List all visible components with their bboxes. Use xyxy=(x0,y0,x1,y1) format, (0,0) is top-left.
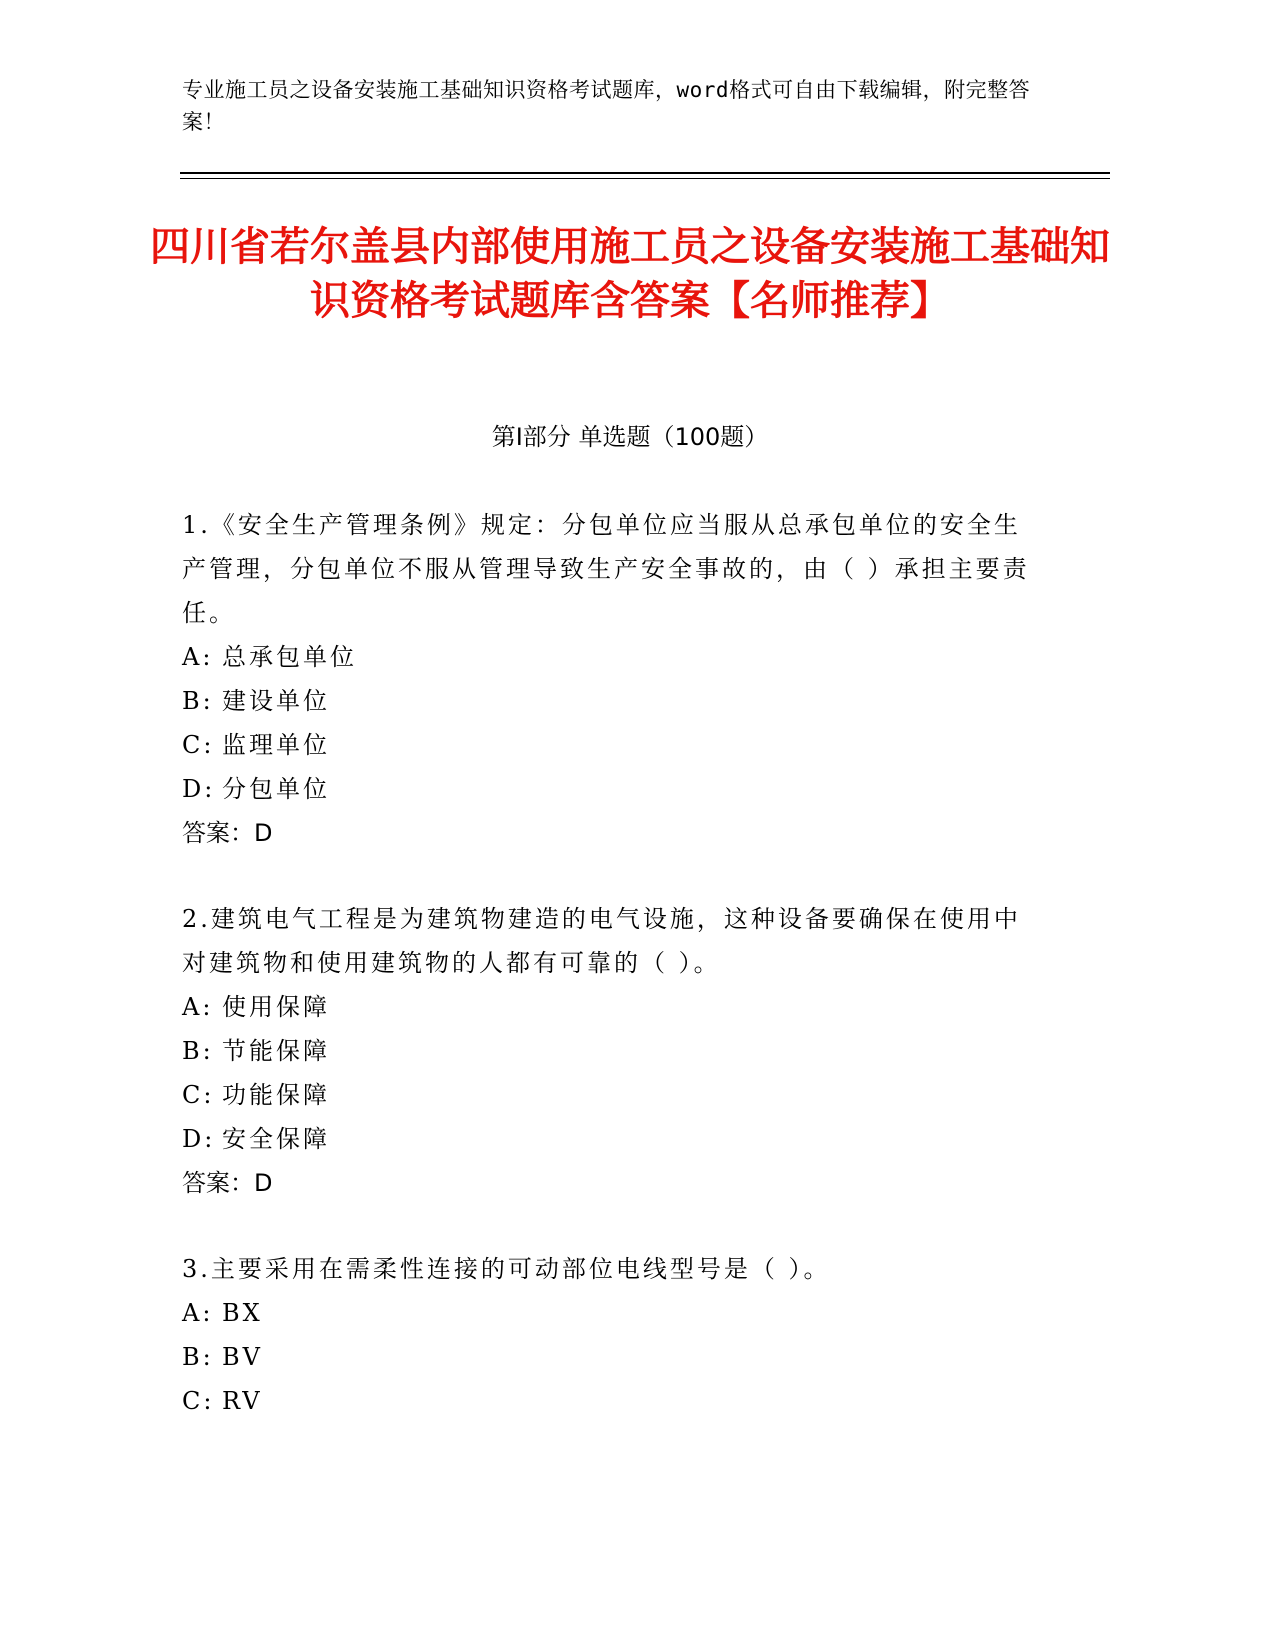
option-key: A: xyxy=(182,643,214,671)
option-text: 节能保障 xyxy=(222,1037,330,1065)
option-key: C: xyxy=(182,1387,215,1415)
question-1 xyxy=(182,503,1042,855)
option-b xyxy=(182,679,1042,723)
option-text: BX xyxy=(222,1299,263,1327)
option-a xyxy=(182,635,1042,679)
option-d xyxy=(182,767,1042,811)
answer-line: 答案：D xyxy=(182,819,273,847)
option-key: B: xyxy=(182,1037,214,1065)
option-text: 功能保障 xyxy=(222,1081,330,1109)
option-text: 安全保障 xyxy=(222,1125,330,1153)
question-list xyxy=(182,503,1042,1465)
option-key: C: xyxy=(182,1081,215,1109)
option-key: B: xyxy=(182,1343,214,1371)
header-note: 专业施工员之设备安装施工基础知识资格考试题库，word格式可自由下载编辑，附完整答案！ xyxy=(182,78,1031,134)
option-a xyxy=(182,985,1042,1029)
option-c xyxy=(182,723,1042,767)
option-key: D: xyxy=(182,775,216,803)
option-text: BV xyxy=(222,1343,263,1371)
option-key: A: xyxy=(182,993,214,1021)
header-divider-thick xyxy=(180,172,1110,174)
section-title: 第Ⅰ部分 单选题（100题） xyxy=(491,423,769,451)
option-text: 分包单位 xyxy=(222,775,330,803)
header-divider-thin xyxy=(180,178,1110,179)
question-stem: 3.主要采用在需柔性连接的可动部位电线型号是（ ）。 xyxy=(182,1255,831,1283)
option-text: 使用保障 xyxy=(222,993,330,1021)
question-3 xyxy=(182,1247,1042,1423)
option-key: B: xyxy=(182,687,214,715)
option-text: RV xyxy=(222,1387,263,1415)
option-c xyxy=(182,1073,1042,1117)
option-text: 监理单位 xyxy=(222,731,330,759)
option-a xyxy=(182,1291,1042,1335)
question-stem: 2.建筑电气工程是为建筑物建造的电气设施，这种设备要确保在使用中对建筑物和使用建筑物的人都有可靠的（ ）。 xyxy=(182,905,1021,977)
document-title: 四川省若尔盖县内部使用施工员之设备安装施工基础知识资格考试题库含答案【名师推荐】 xyxy=(150,224,1110,324)
option-key: D: xyxy=(182,1125,216,1153)
option-b xyxy=(182,1335,1042,1379)
option-b xyxy=(182,1029,1042,1073)
answer-line: 答案：D xyxy=(182,1169,273,1197)
option-key: C: xyxy=(182,731,215,759)
option-text: 建设单位 xyxy=(222,687,330,715)
option-key: A: xyxy=(182,1299,214,1327)
question-stem: 1.《安全生产管理条例》规定：分包单位应当服从总承包单位的安全生产管理，分包单位不服从管理导致生产安全事故的，由（ ）承担主要责任。 xyxy=(182,511,1030,627)
question-2 xyxy=(182,897,1042,1205)
option-c xyxy=(182,1379,1042,1423)
option-d xyxy=(182,1117,1042,1161)
option-text: 总承包单位 xyxy=(222,643,357,671)
